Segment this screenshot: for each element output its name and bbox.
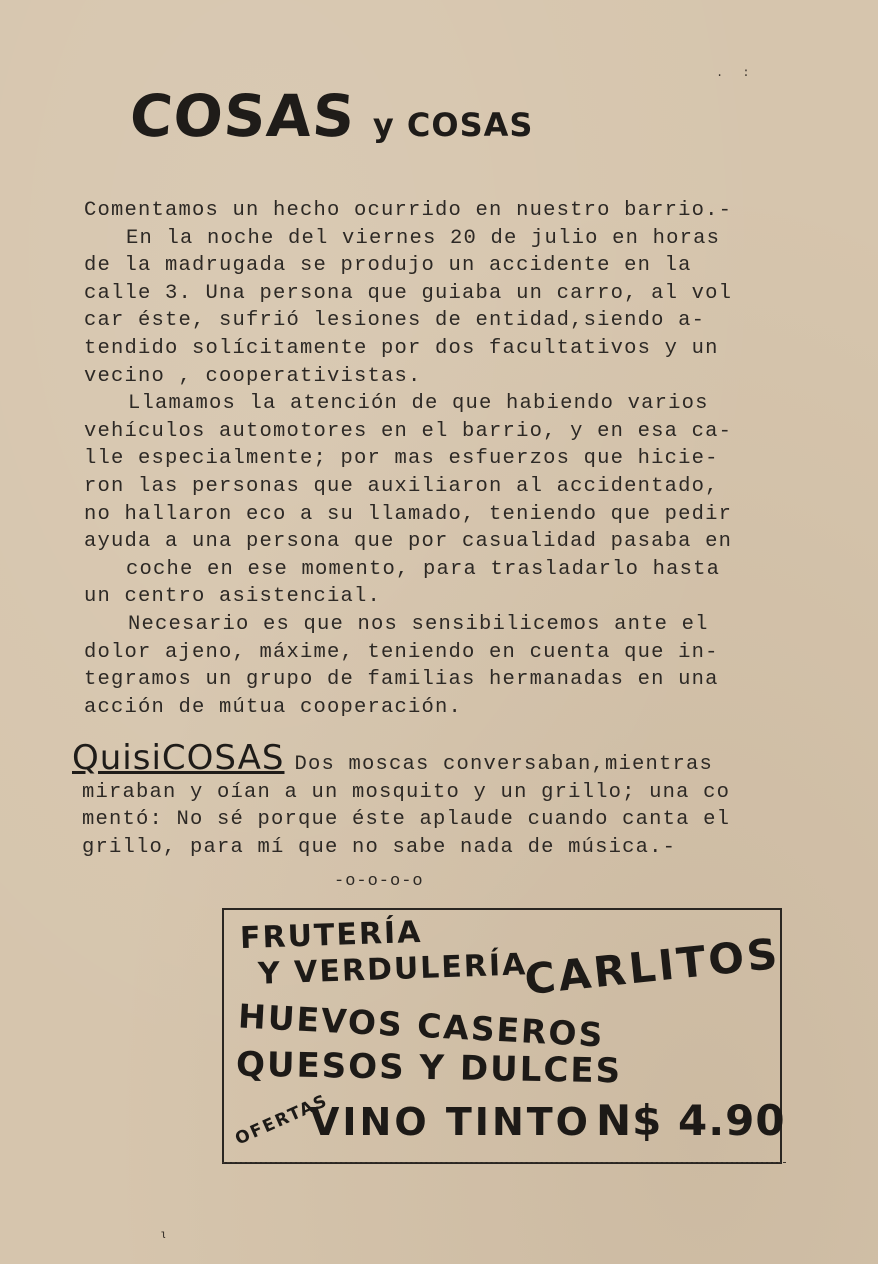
- ad-line-quesos: QUESOS Y DULCES: [235, 1044, 623, 1092]
- article-line: tendido solícitamente por dos facultativos y un: [84, 336, 719, 360]
- article-line: tegramos un grupo de familias hermanadas en una: [84, 668, 719, 692]
- article-line: no hallaron eco a su llamado, teniendo que pedir: [84, 502, 733, 526]
- corner-mark: ɩ: [160, 1228, 168, 1242]
- article-line: dolor ajeno, máxime, teniendo en cuenta que in-: [84, 640, 719, 664]
- quisicosas-line: Dos moscas conversaban,mientras: [294, 753, 714, 776]
- ad-line-huevos: HUEVOS CASEROS: [237, 996, 606, 1055]
- advertisement-bottom-rule: [222, 1162, 786, 1163]
- article-line: vehículos automotores en el barrio, y en esa ca-: [84, 419, 733, 443]
- article-line: Llamamos la atención de que habiendo varios: [128, 392, 709, 416]
- page-title: [127, 82, 534, 150]
- quisicosas-line: miraban y oían a un mosquito y un grillo; una co: [82, 780, 731, 804]
- article-line: lle especialmente; por mas esfuerzos que hicie-: [84, 447, 719, 471]
- ad-line-verduleria: Y VERDULERÍA: [257, 947, 528, 992]
- ad-line-fruteria: FRUTERÍA: [239, 914, 423, 957]
- article-line: vecino , cooperativistas.: [84, 364, 422, 388]
- quisicosas-line: grillo, para mí que no sabe nada de música.-: [82, 835, 677, 859]
- article-line: de la madrugada se produjo un accidente en la: [84, 254, 692, 278]
- article-line: ayuda a una persona que por casualidad pasaba en: [84, 530, 733, 554]
- article-line: Comentamos un hecho ocurrido en nuestro barrio.-: [84, 199, 733, 222]
- ad-brand-name: CARLITOS: [522, 928, 783, 1005]
- quisicosas-title: QuisiCOSAS: [72, 738, 285, 778]
- article-line: calle 3. Una persona que guiaba un carro, al vol: [84, 281, 733, 305]
- article-line: coche en ese momento, para trasladarlo hasta: [126, 557, 721, 581]
- section-separator: -o-o-o-o: [334, 872, 424, 891]
- article-body: [84, 197, 804, 721]
- advertisement-box: [222, 908, 786, 1164]
- ad-price: N$ 4.90: [596, 1096, 786, 1145]
- article-line: car éste, sufrió lesiones de entidad,siendo a-: [84, 309, 706, 333]
- article-line: ron las personas que auxiliaron al accidentado,: [84, 474, 719, 498]
- article-line: Necesario es que nos sensibilicemos ante el: [128, 612, 709, 636]
- quisicosas-section: [72, 738, 812, 861]
- article-line: un centro asistencial.: [84, 585, 382, 609]
- ad-offer-label: OFERTAS: [232, 1090, 332, 1150]
- title-secondary: y COSAS: [372, 106, 534, 144]
- title-main: COSAS: [127, 82, 358, 150]
- article-line: En la noche del viernes 20 de julio en horas: [126, 226, 721, 250]
- page-mark: . :: [716, 66, 756, 80]
- ad-product: VINO TINTO: [310, 1100, 591, 1144]
- article-line: acción de mútua cooperación.: [84, 695, 463, 719]
- quisicosas-line: mentó: No sé porque éste aplaude cuando canta el: [82, 808, 731, 832]
